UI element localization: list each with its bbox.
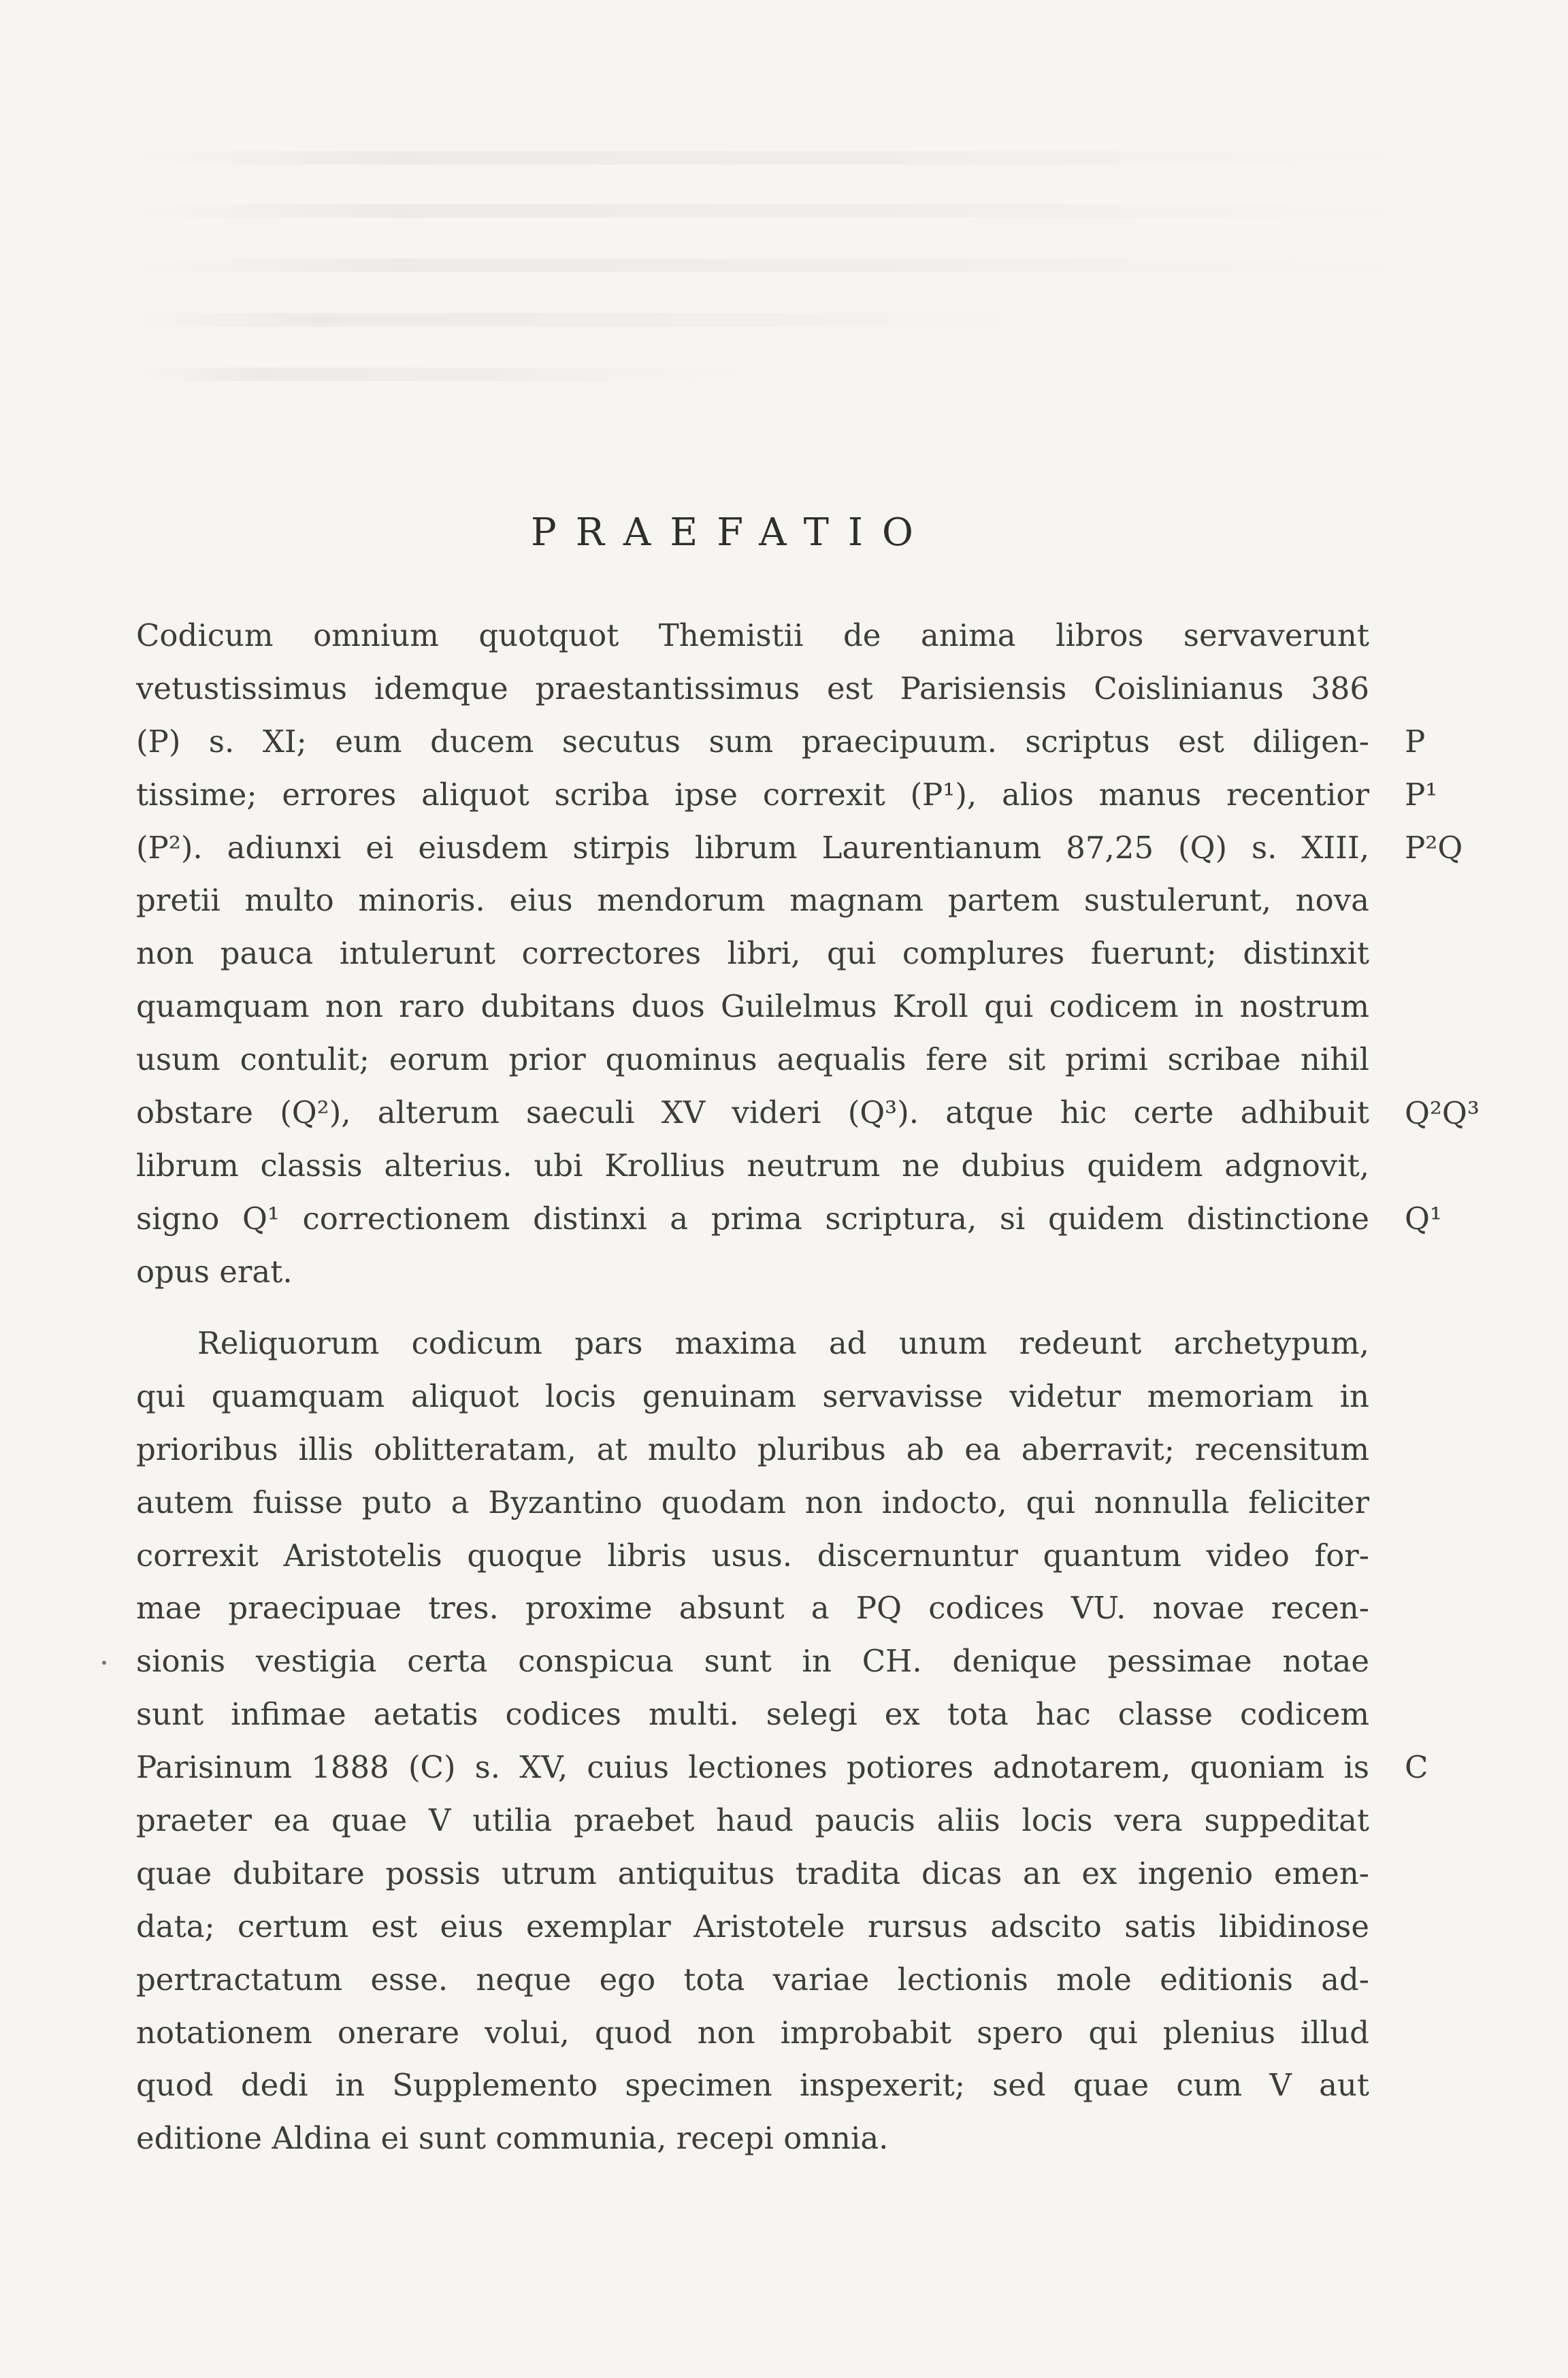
text-line: autem fuisse puto a Byzantino quodam non indocto, qui nonnulla feliciter (136, 1484, 1369, 1520)
margin-siglum-c: C (1405, 1749, 1428, 1785)
text-line: Reliquorum codicum pars maxima ad unum redeunt archetypum, (197, 1325, 1369, 1361)
text-line: usum contulit; eorum prior quominus aequalis fere sit primi scribae nihil (136, 1041, 1369, 1078)
text-line: quod dedi in Supplemento specimen inspexerit; sed quae cum V aut (136, 2067, 1369, 2104)
margin-siglum-p2q: P²Q (1405, 830, 1463, 866)
text-line: quae dubitare possis utrum antiquitus tradita dicas an ex ingenio emen- (136, 1855, 1369, 1891)
text-line: Codicum omnium quotquot Themistii de anima libros servaverunt (136, 617, 1369, 653)
text-line: qui quamquam aliquot locis genuinam servavisse videtur memoriam in (136, 1378, 1369, 1414)
page-title: PRAEFATIO (531, 510, 932, 555)
text-line: correxit Aristotelis quoque libris usus. discernuntur quantum video for- (136, 1537, 1369, 1574)
text-line: prioribus illis oblitteratam, at multo pluribus ab ea aberravit; recensitum (136, 1431, 1369, 1467)
text-line: opus erat. (136, 1253, 293, 1290)
text-line: sionis vestigia certa conspicua sunt in CH. denique pessimae notae (136, 1643, 1369, 1680)
bleed-through-shadow-4 (136, 313, 1021, 327)
margin-siglum-q1: Q¹ (1405, 1201, 1442, 1237)
margin-speck (102, 1661, 106, 1665)
bleed-through-shadow-2 (136, 204, 1416, 218)
text-line: (P²). adiunxi ei eiusdem stirpis librum Laurentianum 87,25 (Q) s. XIII, (136, 829, 1369, 866)
text-line: obstare (Q²), alterum saeculi XV videri (Q³). atque hic certe adhibuit (136, 1094, 1369, 1131)
text-line: mae praecipuae tres. proxime absunt a PQ codices VU. novae recen- (136, 1590, 1369, 1627)
text-line: (P) s. XI; eum ducem secutus sum praecipuum. scriptus est diligen- (136, 723, 1369, 760)
text-line: data; certum est eius exemplar Aristotele rursus adscito satis libidinose (136, 1908, 1369, 1944)
text-line: librum classis alterius. ubi Krollius neutrum ne dubius quidem adgnovit, (136, 1147, 1369, 1184)
paragraph-1 (136, 609, 1369, 1299)
text-line: praeter ea quae V utilia praebet haud paucis aliis locis vera suppeditat (136, 1802, 1369, 1839)
text-line: tissime; errores aliquot scriba ipse correxit (P¹), alios manus recentior (136, 776, 1369, 813)
text-line: sunt infimae aetatis codices multi. selegi ex tota hac classe codicem (136, 1696, 1369, 1733)
text-line: pretii multo minoris. eius mendorum magnam partem sustulerunt, nova (136, 882, 1369, 919)
paragraph-2 (136, 1317, 1369, 2165)
margin-siglum-p: P (1405, 723, 1426, 760)
text-line: vetustissimus idemque praestantissimus est Parisiensis Coislinianus 386 (136, 670, 1369, 706)
text-line: notationem onerare volui, quod non improbabit spero qui plenius illud (136, 2014, 1369, 2051)
text-line: Parisinum 1888 (C) s. XV, cuius lectiones potiores adnotarem, quoniam is (136, 1749, 1369, 1786)
text-line: pertractatum esse. neque ego tota variae lectionis mole editionis ad- (136, 1961, 1369, 1998)
text-line: quamquam non raro dubitans duos Guilelmus Kroll qui codicem in nostrum (136, 988, 1369, 1025)
margin-siglum-p1: P¹ (1405, 777, 1438, 813)
bleed-through-shadow-1 (136, 151, 1416, 165)
text-line: non pauca intulerunt correctores libri, qui complures fuerunt; distinxit (136, 935, 1369, 972)
text-line: editione Aldina ei sunt communia, recepi omnia. (136, 2120, 889, 2157)
bleed-through-shadow-3 (136, 259, 1416, 272)
bleed-through-shadow-5 (136, 368, 749, 381)
margin-siglum-q2q3: Q²Q³ (1405, 1095, 1480, 1131)
text-line: signo Q¹ correctionem distinxi a prima scriptura, si quidem distinctione (136, 1200, 1369, 1237)
